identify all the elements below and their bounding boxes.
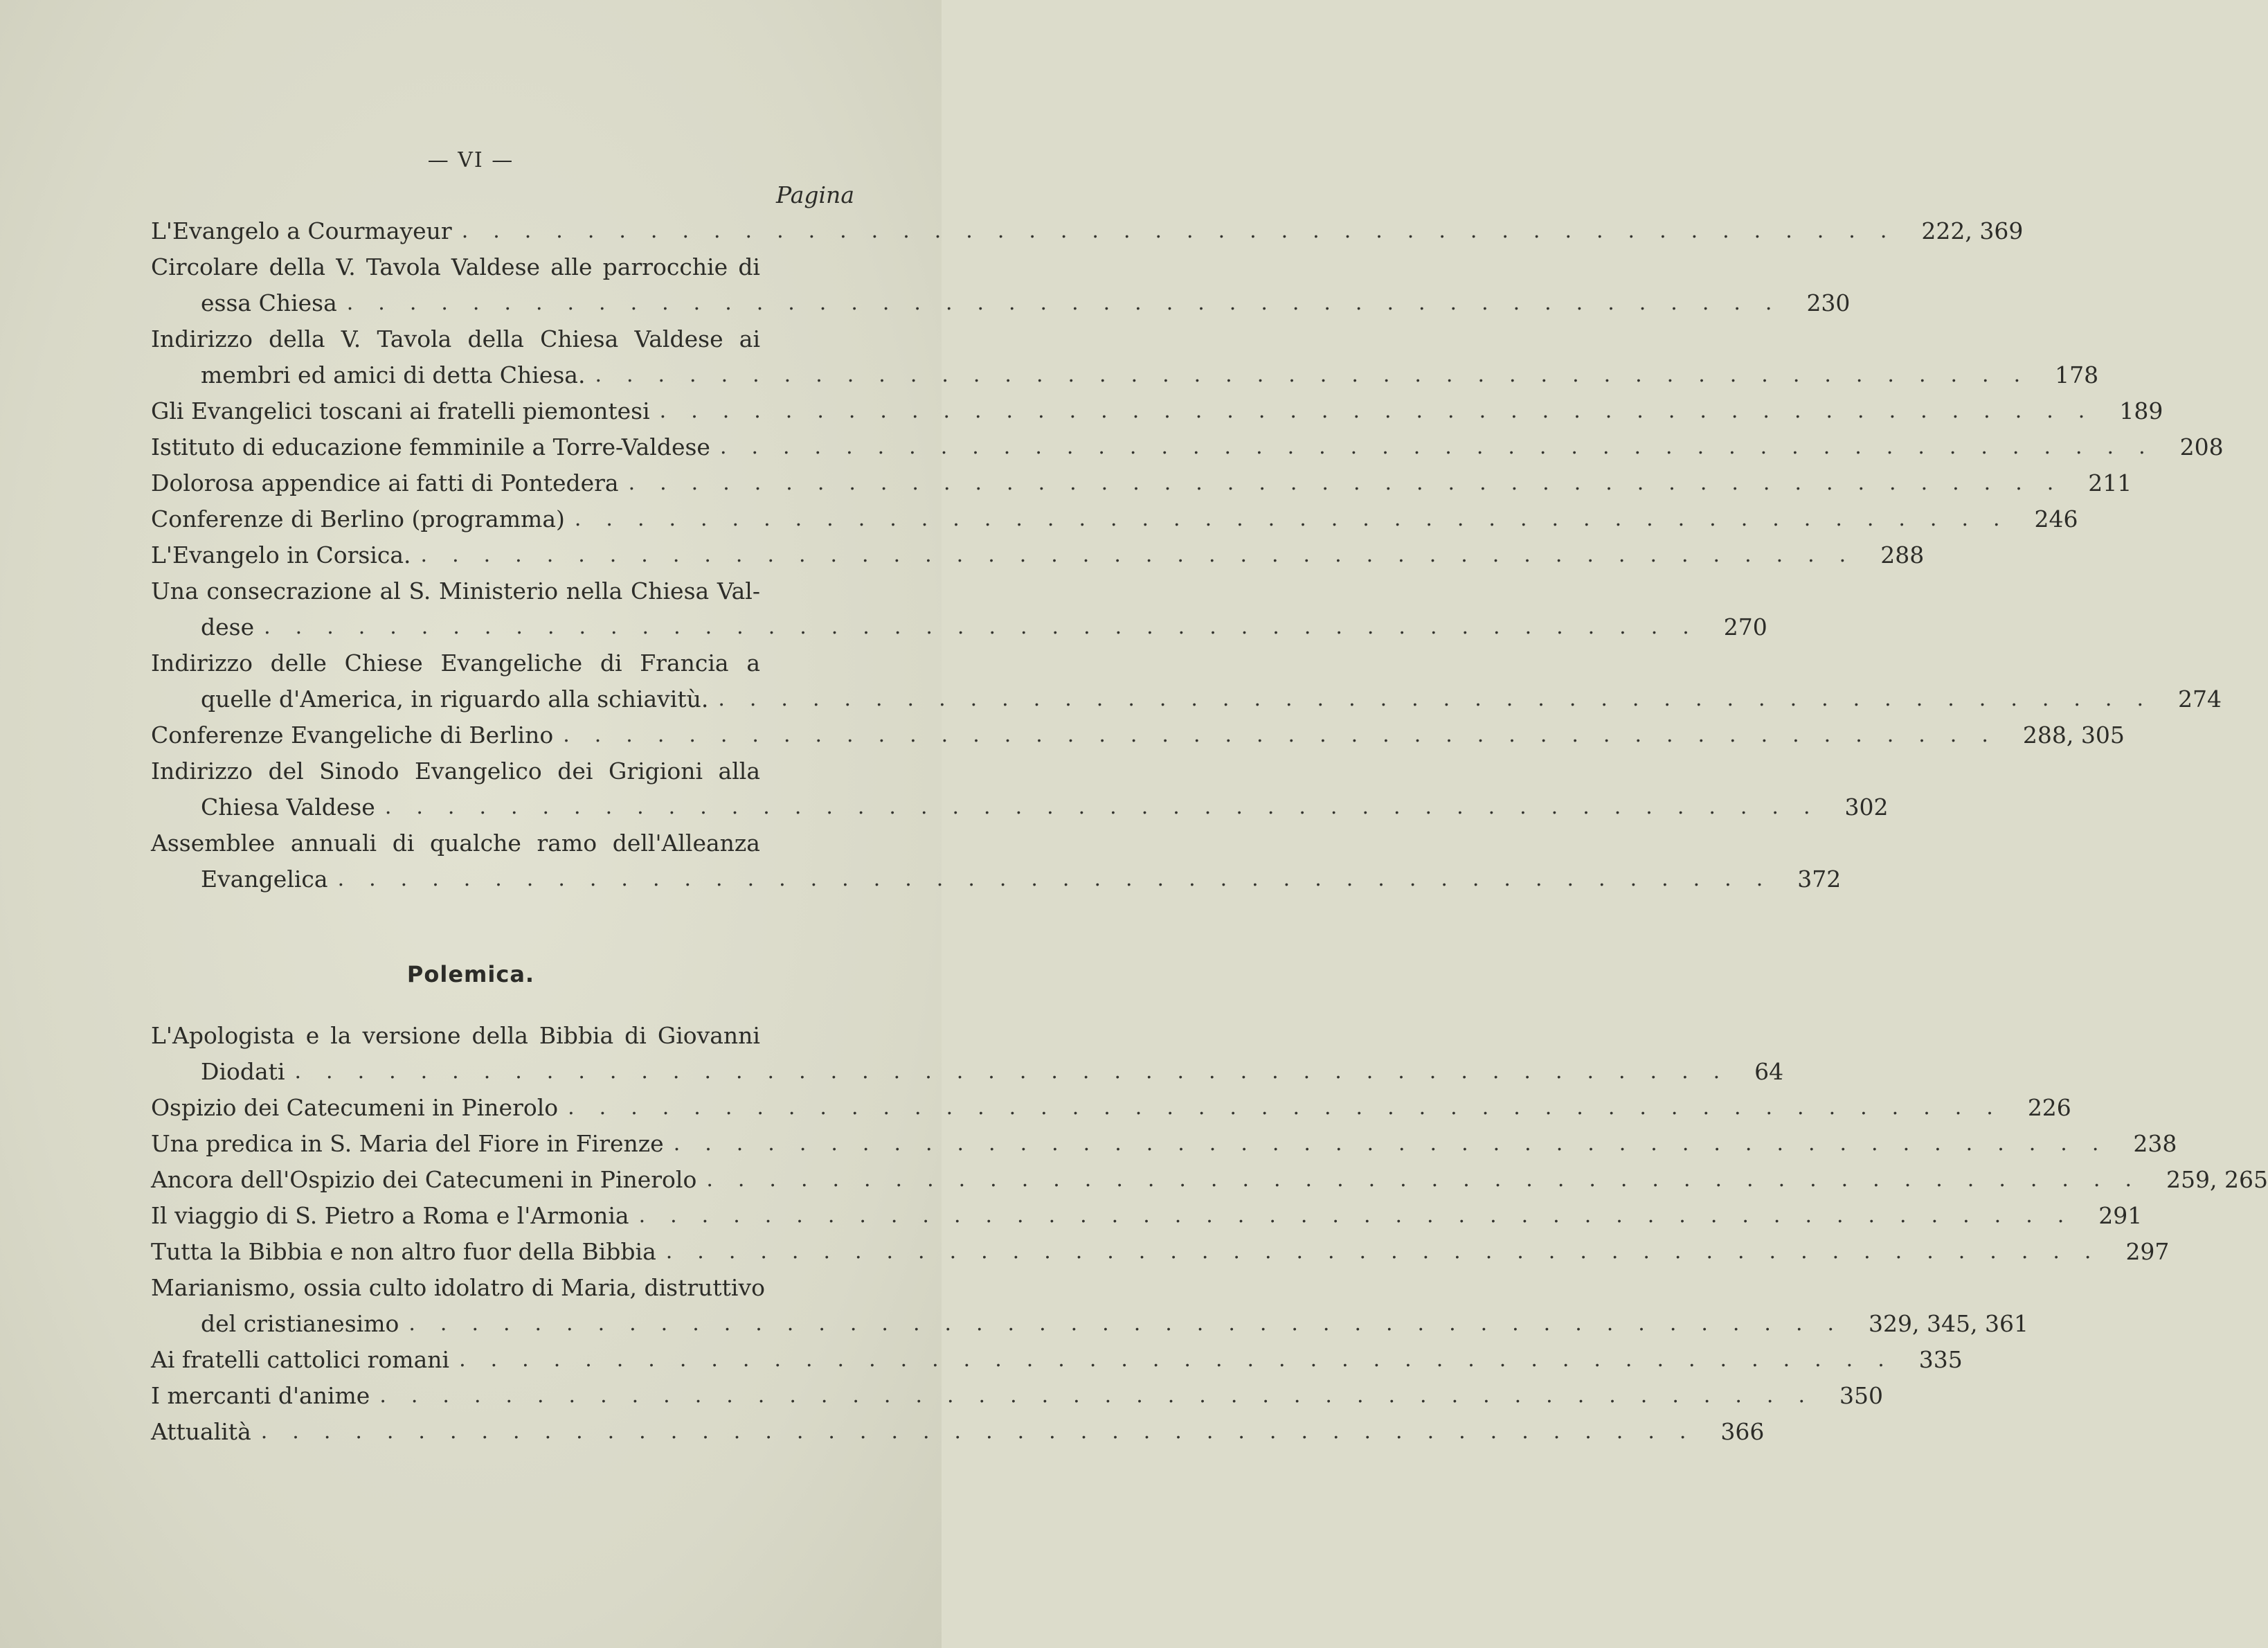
- toc-entry-title: Ancora dell'Ospizio dei Catecumeni in Pinerolo: [151, 1166, 697, 1193]
- toc-entry-title: Una consecrazione al S. Ministerio nella Chiesa Val-: [151, 577, 760, 604]
- section-title-polemica: Polemica.: [406, 961, 535, 987]
- toc-entry-title: Indirizzo della V. Tavola della Chiesa Valdese ai: [151, 325, 760, 352]
- toc-entry-title: Una predica in S. Maria del Fiore in Firenze: [151, 1130, 664, 1157]
- toc-entry-pages: 372: [1797, 866, 1842, 893]
- leader-dots: ..............................................: [346, 291, 1797, 315]
- toc-entry-pages: 246: [2034, 505, 2078, 532]
- toc-entry-pages: 291: [2098, 1202, 2143, 1229]
- pagina-column-label: Pagina: [775, 181, 854, 208]
- toc-entry: [151, 321, 2099, 393]
- toc-entry-pages: 288: [1880, 541, 1925, 568]
- toc-entry-title: Evangelica: [201, 866, 328, 893]
- toc-entry: [151, 465, 2132, 501]
- toc-entry: [151, 1090, 2071, 1126]
- toc-entry: [151, 537, 1925, 573]
- toc-entry-pages: 222, 369: [1921, 217, 2024, 244]
- leader-dots: ..............................................: [595, 363, 2046, 387]
- toc-entry: [151, 1018, 1784, 1090]
- leader-dots: ..............................................: [673, 1131, 2124, 1156]
- leader-dots: ..............................................: [294, 1059, 1745, 1084]
- toc-entry-pages: 288, 305: [2022, 722, 2125, 749]
- toc-entry-pages: 329, 345, 361: [1869, 1310, 2028, 1337]
- leader-dots: ..............................................: [706, 1167, 2157, 1192]
- leader-dots: ..............................................: [568, 1095, 2018, 1120]
- toc-entry-pages: 230: [1806, 289, 1851, 316]
- toc-entry-title: Marianismo, ossia culto idolatro di Maria, distruttivo: [151, 1274, 765, 1301]
- toc-entry: [151, 753, 1889, 825]
- toc-entry-title: essa Chiesa: [201, 289, 337, 316]
- toc-entry-title: Conferenze Evangeliche di Berlino: [151, 722, 554, 749]
- toc-entry-title: Ai fratelli cattolici romani: [151, 1346, 450, 1373]
- toc-entry: [151, 393, 2163, 429]
- toc-entry: [151, 1198, 2143, 1234]
- toc-entry-title: L'Evangelo a Courmayeur: [151, 217, 452, 244]
- leader-dots: ..............................................: [461, 219, 1912, 243]
- toc-entry: [151, 213, 2024, 249]
- toc-entry: [151, 249, 1851, 321]
- toc-entry-title: Gli Evangelici toscani ai fratelli piemontesi: [151, 397, 650, 424]
- leader-dots: ..............................................: [264, 615, 1714, 639]
- toc-entry-title: Istituto di educazione femminile a Torre-Valdese: [151, 433, 710, 460]
- toc-entry-title: del cristianesimo: [201, 1310, 399, 1337]
- toc-entry-pages: 211: [2088, 469, 2132, 496]
- toc-entry-title: L'Apologista e la versione della Bibbia di Giovanni: [151, 1022, 760, 1049]
- toc-entry: [151, 573, 1767, 645]
- leader-dots: ..............................................: [337, 867, 1788, 891]
- page-number-header: — VI —: [427, 148, 514, 172]
- toc-entry-title: Circolare della V. Tavola Valdese alle parrocchie di: [151, 253, 760, 280]
- toc-entry-pages: 226: [2027, 1094, 2071, 1121]
- toc-entry: [151, 501, 2078, 537]
- toc-entry: [151, 1234, 2170, 1270]
- leader-dots: ..............................................: [665, 1239, 2116, 1264]
- toc-entry-pages: 259, 265: [2166, 1166, 2268, 1193]
- leader-dots: ..............................................: [628, 471, 2079, 495]
- toc-entry-title: Ospizio dei Catecumeni in Pinerolo: [151, 1094, 559, 1121]
- toc-section-general: [151, 213, 2224, 897]
- toc-entry-title: dese: [201, 613, 255, 641]
- toc-entry-pages: 297: [2125, 1238, 2170, 1265]
- toc-entry-title: Attualità: [151, 1418, 251, 1445]
- toc-entry-pages: 208: [2179, 433, 2224, 460]
- toc-entry: [151, 1126, 2177, 1162]
- toc-entry-pages: 189: [2119, 397, 2163, 424]
- leader-dots: ..............................................: [408, 1311, 1860, 1336]
- toc-entry: [151, 717, 2125, 753]
- leader-dots: ..............................................: [659, 399, 2110, 423]
- toc-entry: [151, 429, 2224, 465]
- toc-entry-pages: 64: [1754, 1058, 1784, 1085]
- toc-entry-pages: 238: [2133, 1130, 2177, 1157]
- leader-dots: ..............................................: [379, 1383, 1830, 1408]
- leader-dots: ..............................................: [459, 1347, 1909, 1372]
- toc-entry-title: Il viaggio di S. Pietro a Roma e l'Armonia: [151, 1202, 629, 1229]
- toc-entry-title: Dolorosa appendice ai fatti di Pontedera: [151, 469, 619, 496]
- toc-entry: [151, 825, 1842, 897]
- leader-dots: ..............................................: [563, 723, 2013, 747]
- leader-dots: ..............................................: [574, 507, 2025, 531]
- toc-entry-title: Assemblee annuali di qualche ramo dell'Alleanza: [151, 830, 760, 857]
- toc-entry-pages: 335: [1918, 1346, 1963, 1373]
- leader-dots: ..............................................: [638, 1203, 2089, 1228]
- toc-entry-title: quelle d'America, in riguardo alla schiavitù.: [201, 686, 709, 713]
- toc-entry-title: Chiesa Valdese: [201, 794, 375, 821]
- toc-entry-title: Indirizzo delle Chiese Evangeliche di Francia a: [151, 650, 760, 677]
- toc-entry: [151, 1342, 1963, 1378]
- toc-entry-pages: 366: [1720, 1418, 1765, 1445]
- toc-entry-pages: 270: [1723, 613, 1767, 641]
- toc-entry: [151, 1378, 1884, 1414]
- toc-entry-pages: 274: [2178, 686, 2222, 713]
- toc-entry-title: L'Evangelo in Corsica.: [151, 541, 411, 568]
- toc-entry-title: Tutta la Bibbia e non altro fuor della Bibbia: [151, 1238, 656, 1265]
- toc-entry-title: membri ed amici di detta Chiesa.: [201, 361, 586, 388]
- toc-entry: [151, 645, 2222, 717]
- toc-entry: [151, 1414, 1765, 1450]
- toc-entry-pages: 178: [2055, 361, 2099, 388]
- leader-dots: ..............................................: [384, 795, 1835, 819]
- toc-entry: [151, 1270, 2028, 1342]
- toc-entry-title: I mercanti d'anime: [151, 1382, 370, 1409]
- leader-dots: ..............................................: [420, 543, 1871, 567]
- toc-entry: [151, 1162, 2268, 1198]
- leader-dots: ..............................................: [718, 687, 2169, 711]
- toc-entry-title: Diodati: [201, 1058, 285, 1085]
- toc-entry-title: Indirizzo del Sinodo Evangelico dei Grigioni alla: [151, 758, 760, 785]
- toc-entry-pages: 350: [1839, 1382, 1884, 1409]
- toc-entry-title: Conferenze di Berlino (programma): [151, 505, 565, 532]
- toc-entry-pages: 302: [1844, 794, 1889, 821]
- leader-dots: ..............................................: [719, 435, 2170, 459]
- toc-section-polemica: [151, 1018, 2268, 1450]
- leader-dots: ..............................................: [260, 1419, 1711, 1444]
